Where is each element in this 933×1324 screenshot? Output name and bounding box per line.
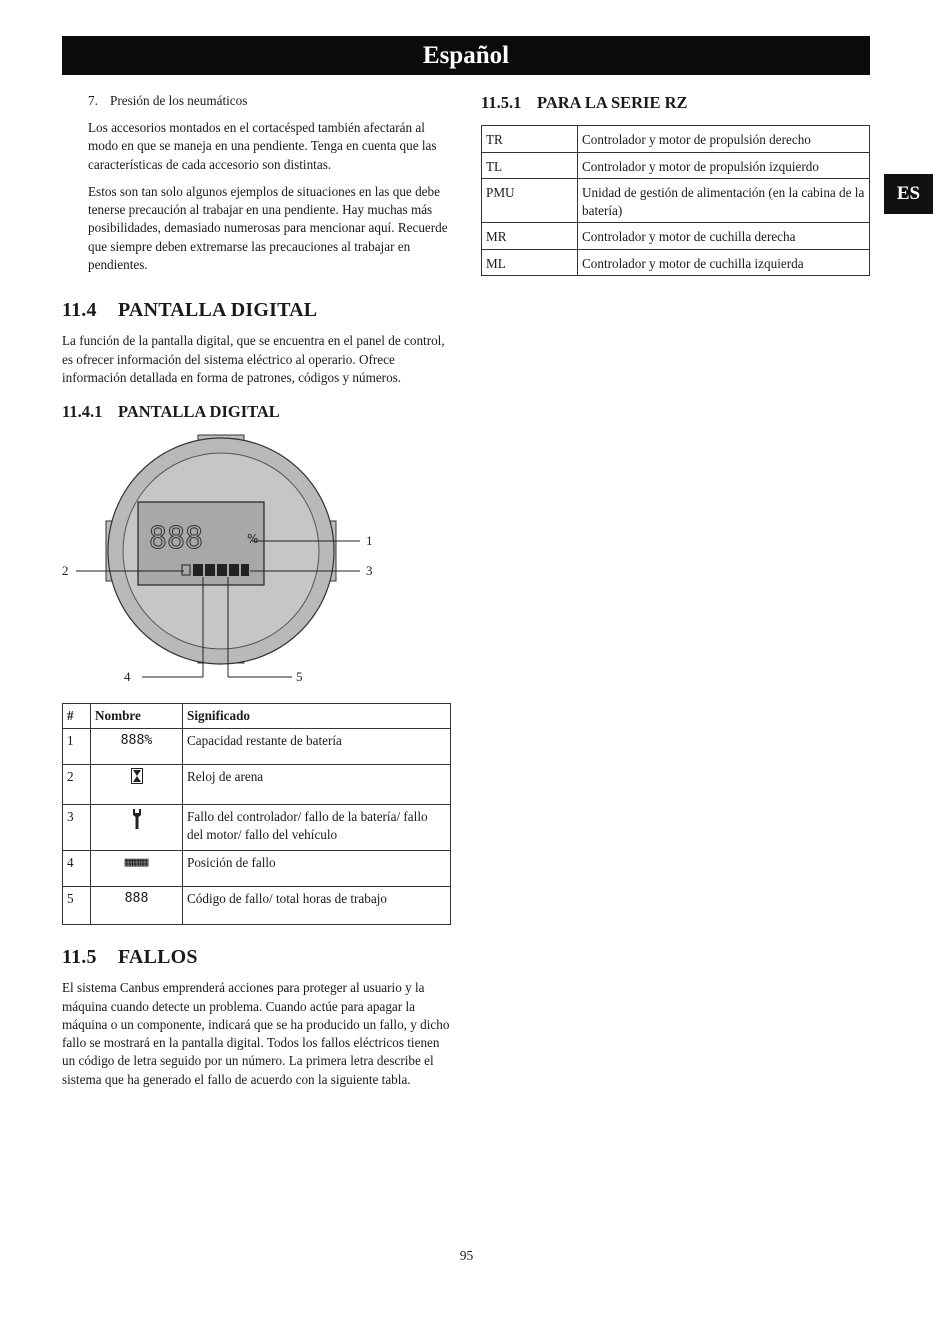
section-heading-11-5-1: 11.5.1 PARA LA SERIE RZ bbox=[481, 93, 688, 112]
callout-5: 5 bbox=[296, 669, 303, 685]
table-row: PMU Unidad de gestión de alimentación (en la cabina de la batería) bbox=[482, 179, 870, 223]
table-row: TL Controlador y motor de propulsión izquierdo bbox=[482, 152, 870, 179]
table-row: TR Controlador y motor de propulsión derecho bbox=[482, 126, 870, 153]
digital-display-figure bbox=[62, 431, 452, 691]
lcd-percent: % bbox=[247, 532, 259, 547]
table-header-row bbox=[63, 704, 451, 729]
section-heading-11-4-1: 11.4.1 PANTALLA DIGITAL bbox=[62, 402, 280, 422]
list-item-text: Presión de los neumáticos bbox=[110, 93, 248, 108]
table-row: 1 888% Capacidad restante de batería bbox=[63, 729, 451, 765]
header-meaning: Significado bbox=[183, 704, 451, 729]
table-row: 2 Reloj de arena bbox=[63, 765, 451, 805]
callout-2: 2 bbox=[62, 563, 69, 579]
table-row: 5 888 Código de fallo/ total horas de trabajo bbox=[63, 887, 451, 925]
right-column bbox=[481, 92, 871, 276]
table-row: ML Controlador y motor de cuchilla izquierda bbox=[482, 249, 870, 276]
display-icons-table bbox=[62, 703, 451, 925]
callout-4: 4 bbox=[124, 669, 131, 685]
paragraph-faults: El sistema Canbus emprenderá acciones para proteger al usuario y la máquina cuando detecte un problema. Cuando actúe para apagar la máquina o un componente, indicará que se ha producido un fallo, y dicho fallo se mostrará en la pantalla digital. Todos los fallos eléctricos tienen un código de letra seguido por un número. La primera letra describe el sistema que ha generado el fallo de acuerdo con la siguiente tabla. bbox=[62, 980, 450, 1087]
rz-series-table bbox=[481, 125, 870, 276]
list-item-7: 7. Presión de los neumáticos bbox=[88, 93, 248, 108]
fault-code-digits: 888 bbox=[91, 887, 183, 925]
hourglass-icon bbox=[91, 765, 183, 805]
table-row: MR Controlador y motor de cuchilla derecha bbox=[482, 223, 870, 250]
fault-position-icon: ▦▦▦ bbox=[91, 851, 183, 887]
table-row: 4 ▦▦▦ Posición de fallo bbox=[63, 851, 451, 887]
lcd-digits: 888 bbox=[148, 521, 204, 557]
paragraph-accessories: Los accesorios montados en el cortacésped también afectarán al modo en que se maneja en una pendiente. Tenga en cuenta que las características de cada accesorio son distintas. bbox=[88, 120, 437, 172]
wrench-icon bbox=[91, 805, 183, 851]
paragraph-digital-display: La función de la pantalla digital, que se encuentra en el panel de control, es ofrecer información del sistema eléctrico al operario. Ofrece información detallada en forma de patrones, códigos y números. bbox=[62, 333, 445, 385]
callout-3: 3 bbox=[366, 563, 373, 579]
table-row: 3 Fallo del controlador/ fallo de la batería/ fallo del motor/ fallo del vehículo bbox=[63, 805, 451, 851]
language-side-tab: ES bbox=[884, 174, 933, 214]
page-number: 95 bbox=[459, 1248, 474, 1263]
paragraph-slope-examples: Estos son tan solo algunos ejemplos de situaciones en las que debe tenerse precaución al trabajar en una pendiente. Hay muchas más posibilidades, demasiado numerosas para mencionar aquí. Recuerde que siempre deben extremarse las precauciones al trabajar en pendientes. bbox=[88, 183, 448, 273]
display-diagram bbox=[62, 431, 452, 691]
battery-capacity-digits: 888% bbox=[91, 729, 183, 765]
section-heading-11-4: 11.4 PANTALLA DIGITAL bbox=[62, 299, 318, 322]
left-column bbox=[62, 92, 452, 1089]
language-header: Español bbox=[62, 36, 870, 75]
header-name: Nombre bbox=[91, 704, 183, 729]
callout-1: 1 bbox=[366, 533, 373, 549]
section-heading-11-5: 11.5 FALLOS bbox=[62, 946, 198, 969]
header-num: # bbox=[63, 704, 91, 729]
